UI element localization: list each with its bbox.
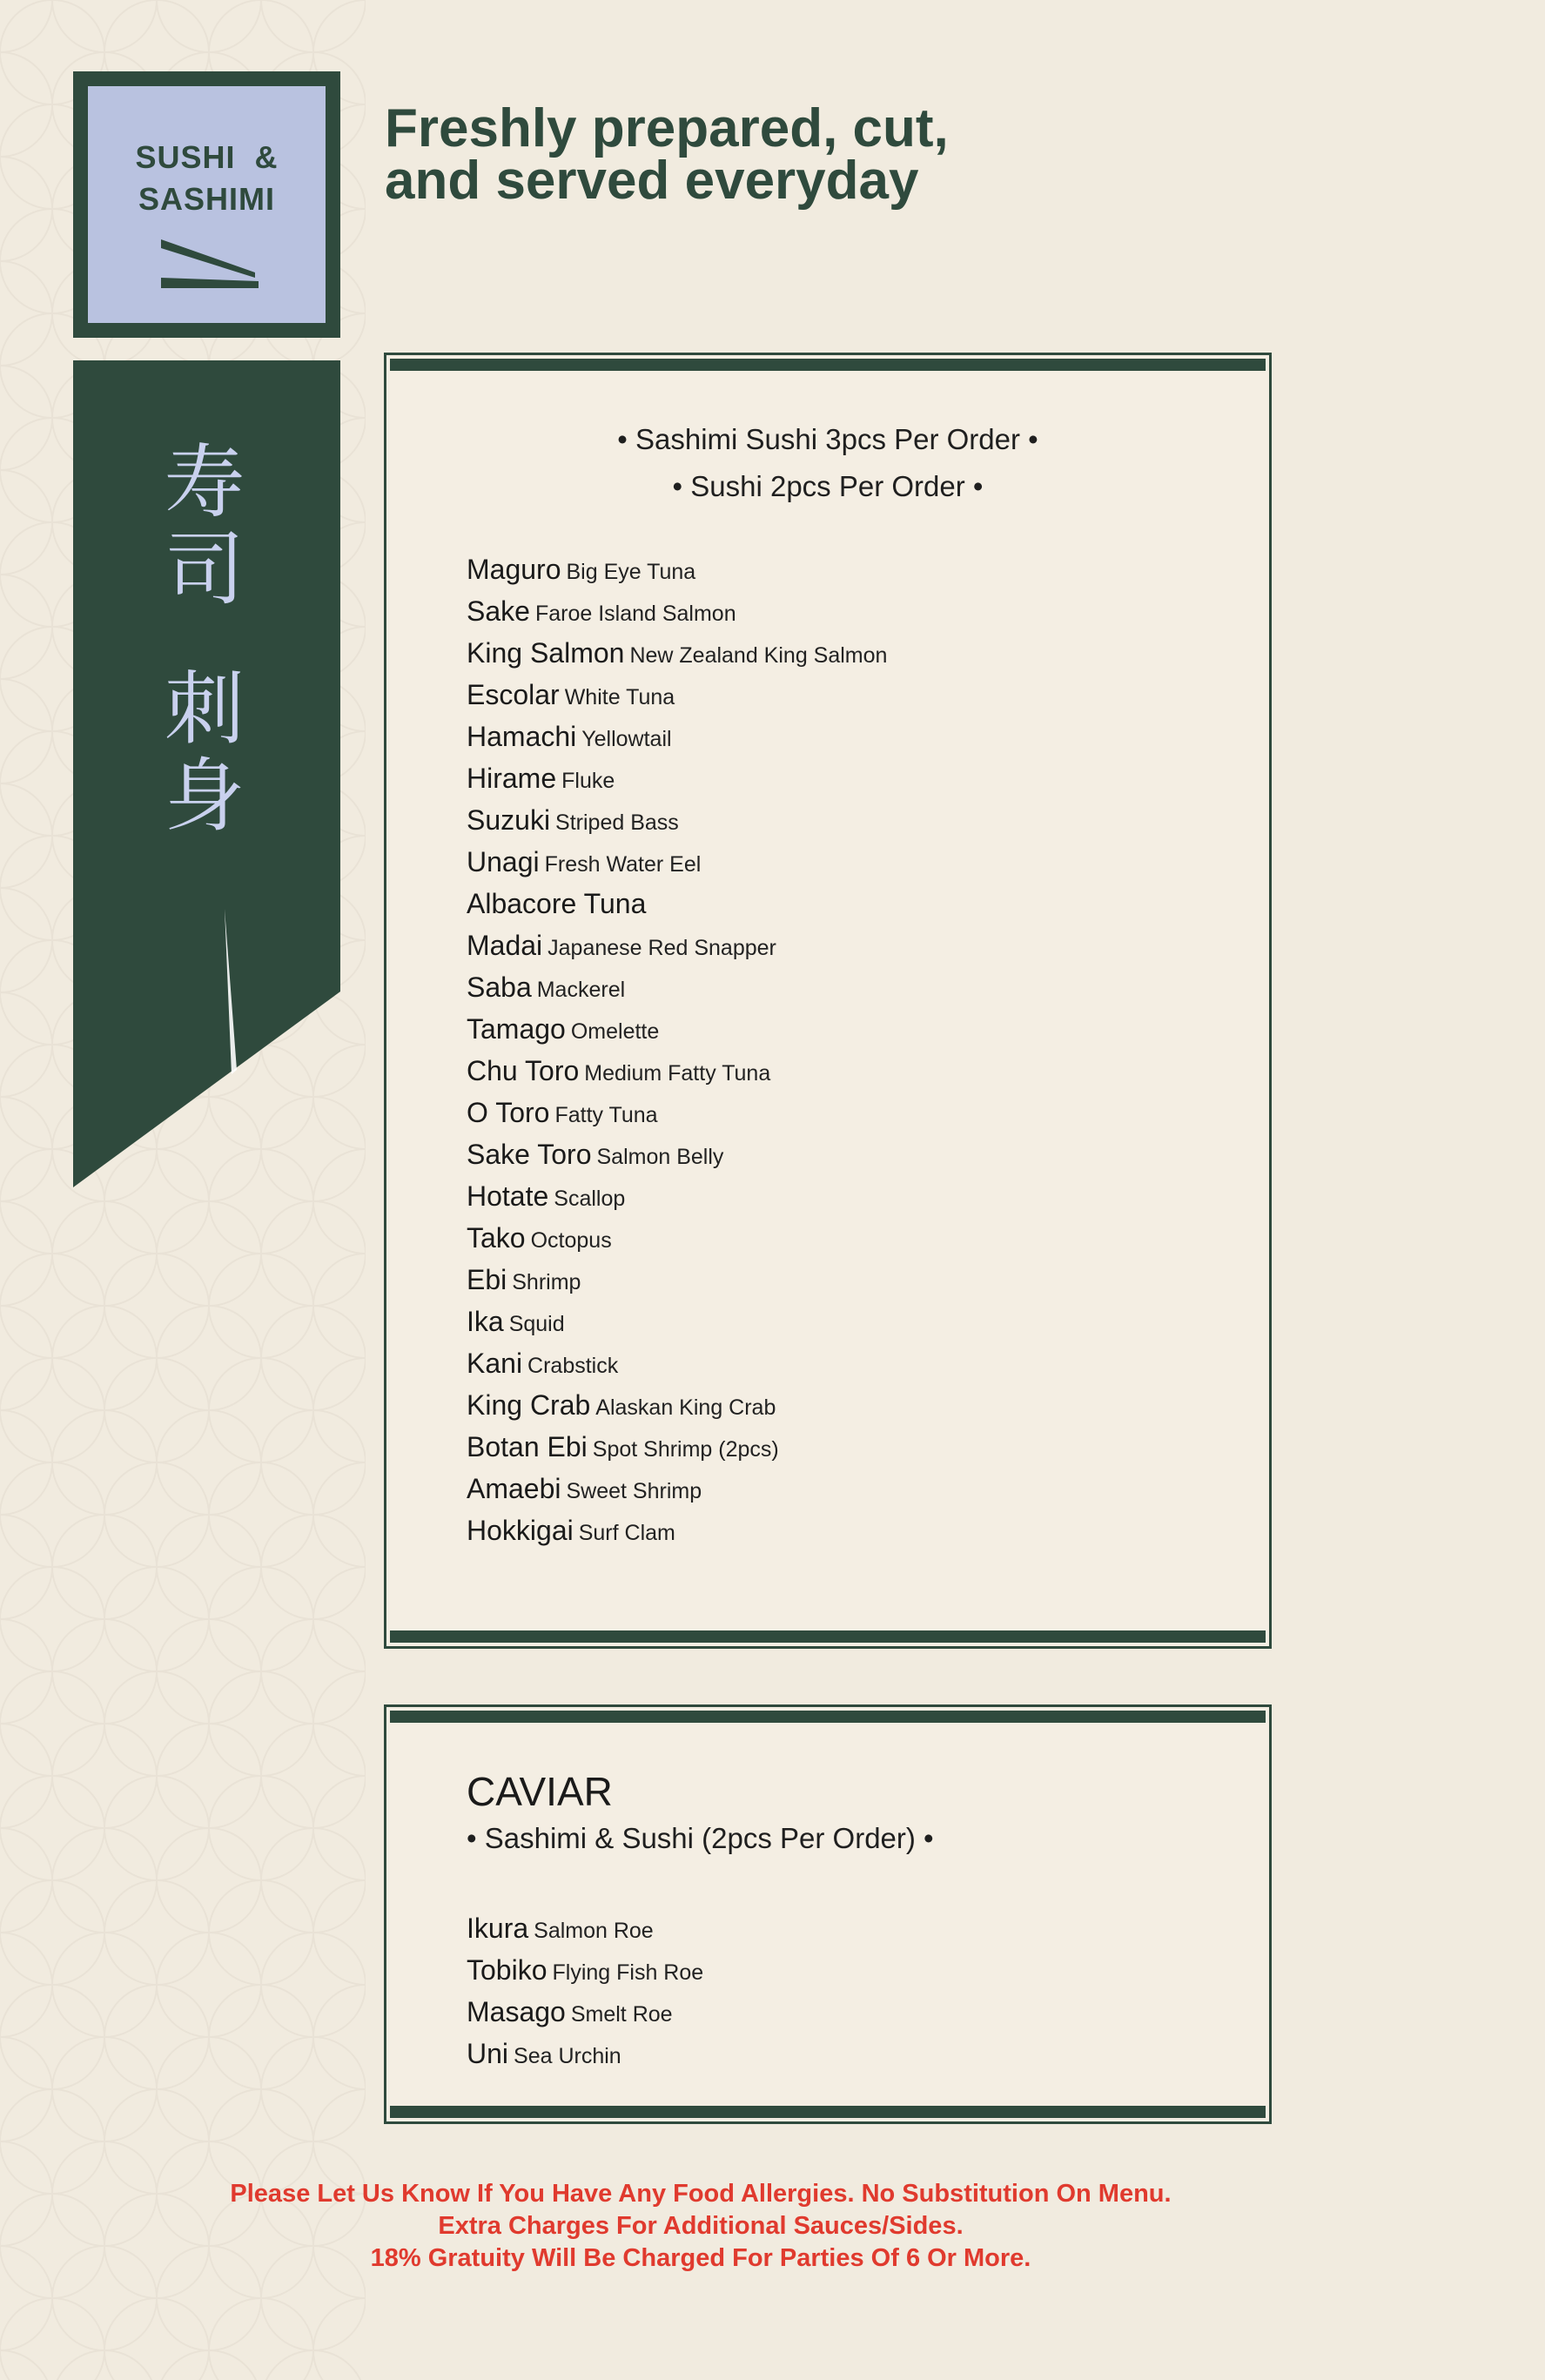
item-name: Ikura — [467, 1913, 529, 1944]
kanji-char-3: 刺 — [164, 662, 245, 756]
badge-panel — [88, 86, 326, 323]
list-item — [467, 1348, 887, 1389]
list-item — [467, 1996, 703, 2038]
item-name: Kani — [467, 1348, 523, 1379]
badge-line-1: SUSHI & — [135, 139, 279, 175]
item-name: O Toro — [467, 1097, 550, 1128]
item-desc: Fluke — [561, 769, 615, 793]
notice-line-1: Please Let Us Know If You Have Any Food Allergies. No Substitution On Menu. — [230, 2180, 1172, 2208]
list-item — [467, 1515, 887, 1556]
list-item — [467, 1139, 887, 1180]
item-desc: New Zealand King Salmon — [629, 643, 888, 668]
item-name: Unagi — [467, 846, 540, 877]
list-item — [467, 1222, 887, 1264]
list-item — [467, 637, 887, 679]
list-item — [467, 721, 887, 763]
item-desc: Faroe Island Salmon — [534, 602, 736, 626]
item-desc: Smelt Roe — [570, 2002, 673, 2027]
item-name: Uni — [467, 2038, 509, 2069]
list-item — [467, 1431, 887, 1473]
item-name: Ika — [467, 1306, 504, 1337]
list-item — [467, 679, 887, 721]
item-desc: Scallop — [554, 1187, 626, 1211]
list-item — [467, 1954, 703, 1996]
item-name: Masago — [467, 1996, 566, 2027]
list-item — [467, 1013, 887, 1055]
item-name: Hokkigai — [467, 1515, 574, 1546]
item-name: Hirame — [467, 763, 557, 794]
list-item — [467, 1097, 887, 1139]
list-item — [467, 1473, 887, 1515]
list-item — [467, 763, 887, 804]
item-desc: Spot Shrimp (2pcs) — [592, 1437, 779, 1462]
list-item — [467, 554, 887, 595]
item-name: Tako — [467, 1222, 526, 1254]
kanji-char-2: 司 — [164, 523, 245, 616]
headline-line-1: Freshly prepared, cut, — [385, 98, 949, 158]
order-note-sashimi: • Sashimi Sushi 3pcs Per Order • — [617, 423, 1038, 455]
background-pattern — [0, 0, 366, 2380]
item-name: Tobiko — [467, 1954, 547, 1986]
item-desc: Sea Urchin — [514, 2044, 621, 2068]
page-headline — [385, 98, 994, 211]
allergy-notice — [0, 2178, 1401, 2275]
item-name: Sake — [467, 595, 530, 627]
list-item — [467, 1306, 887, 1348]
item-name: Botan Ebi — [467, 1431, 588, 1462]
item-desc: Big Eye Tuna — [566, 560, 696, 584]
item-name: Saba — [467, 971, 532, 1003]
item-desc: Sweet Shrimp — [566, 1479, 702, 1503]
item-desc: Alaskan King Crab — [595, 1395, 776, 1420]
item-desc: Medium Fatty Tuna — [584, 1061, 771, 1086]
list-item — [467, 1055, 887, 1097]
list-item — [467, 846, 887, 888]
item-desc: Yellowtail — [581, 727, 672, 751]
caviar-order-note: • Sashimi & Sushi (2pcs Per Order) • — [467, 1822, 934, 1854]
item-name: Escolar — [467, 679, 560, 710]
item-desc: Japanese Red Snapper — [547, 936, 776, 960]
item-name: Maguro — [467, 554, 561, 585]
item-name: Ebi — [467, 1264, 507, 1295]
item-name: Hamachi — [467, 721, 577, 752]
item-desc: Fatty Tuna — [554, 1103, 658, 1127]
section-badge — [73, 71, 340, 338]
item-name: Hotate — [467, 1180, 549, 1212]
list-item — [467, 1389, 887, 1431]
item-name: Amaebi — [467, 1473, 561, 1504]
notice-line-3: 18% Gratuity Will Be Charged For Parties Of 6 Or More. — [370, 2244, 1031, 2272]
item-desc: Salmon Roe — [534, 1919, 654, 1943]
list-item — [467, 888, 887, 930]
kanji-char-4: 身 — [164, 750, 245, 843]
item-name: Albacore Tuna — [467, 888, 647, 919]
list-item — [467, 1264, 887, 1306]
item-desc: Octopus — [530, 1228, 612, 1253]
list-item — [467, 2038, 703, 2080]
item-name: Suzuki — [467, 804, 551, 836]
item-desc: Crabstick — [527, 1354, 619, 1378]
list-item — [467, 971, 887, 1013]
item-name: Tamago — [467, 1013, 566, 1045]
sushi-sashimi-box — [384, 353, 1272, 1649]
caviar-title: CAVIAR — [467, 1769, 613, 1814]
badge-line-2: SASHIMI — [138, 181, 275, 217]
item-desc: Shrimp — [512, 1270, 581, 1294]
notice-line-2: Extra Charges For Additional Sauces/Sides. — [438, 2212, 964, 2240]
item-desc: Striped Bass — [555, 810, 679, 835]
chopsticks-icon — [158, 232, 262, 293]
item-desc: Salmon Belly — [596, 1145, 724, 1169]
caviar-item-list — [467, 1913, 703, 2080]
item-name: King Salmon — [467, 637, 625, 669]
kanji-char-1: 寿 — [164, 436, 245, 529]
item-desc: Omelette — [570, 1019, 660, 1044]
item-desc: Fresh Water Eel — [544, 852, 702, 877]
badge-title — [88, 137, 326, 220]
list-item — [467, 804, 887, 846]
list-item — [467, 930, 887, 971]
item-desc: Squid — [508, 1312, 565, 1336]
item-name: Chu Toro — [467, 1055, 580, 1086]
item-desc: Flying Fish Roe — [552, 1960, 704, 1985]
item-name: Madai — [467, 930, 543, 961]
sushi-item-list — [467, 554, 887, 1556]
list-item — [467, 1913, 703, 1954]
item-desc: White Tuna — [564, 685, 675, 709]
caviar-box — [384, 1704, 1272, 2124]
item-name: Sake Toro — [467, 1139, 592, 1170]
headline-line-2: and served everyday — [385, 151, 919, 211]
item-name: King Crab — [467, 1389, 591, 1421]
list-item — [467, 595, 887, 637]
item-desc: Mackerel — [536, 978, 626, 1002]
list-item — [467, 1180, 887, 1222]
order-note-sushi: • Sushi 2pcs Per Order • — [672, 470, 984, 502]
item-desc: Surf Clam — [578, 1521, 675, 1545]
